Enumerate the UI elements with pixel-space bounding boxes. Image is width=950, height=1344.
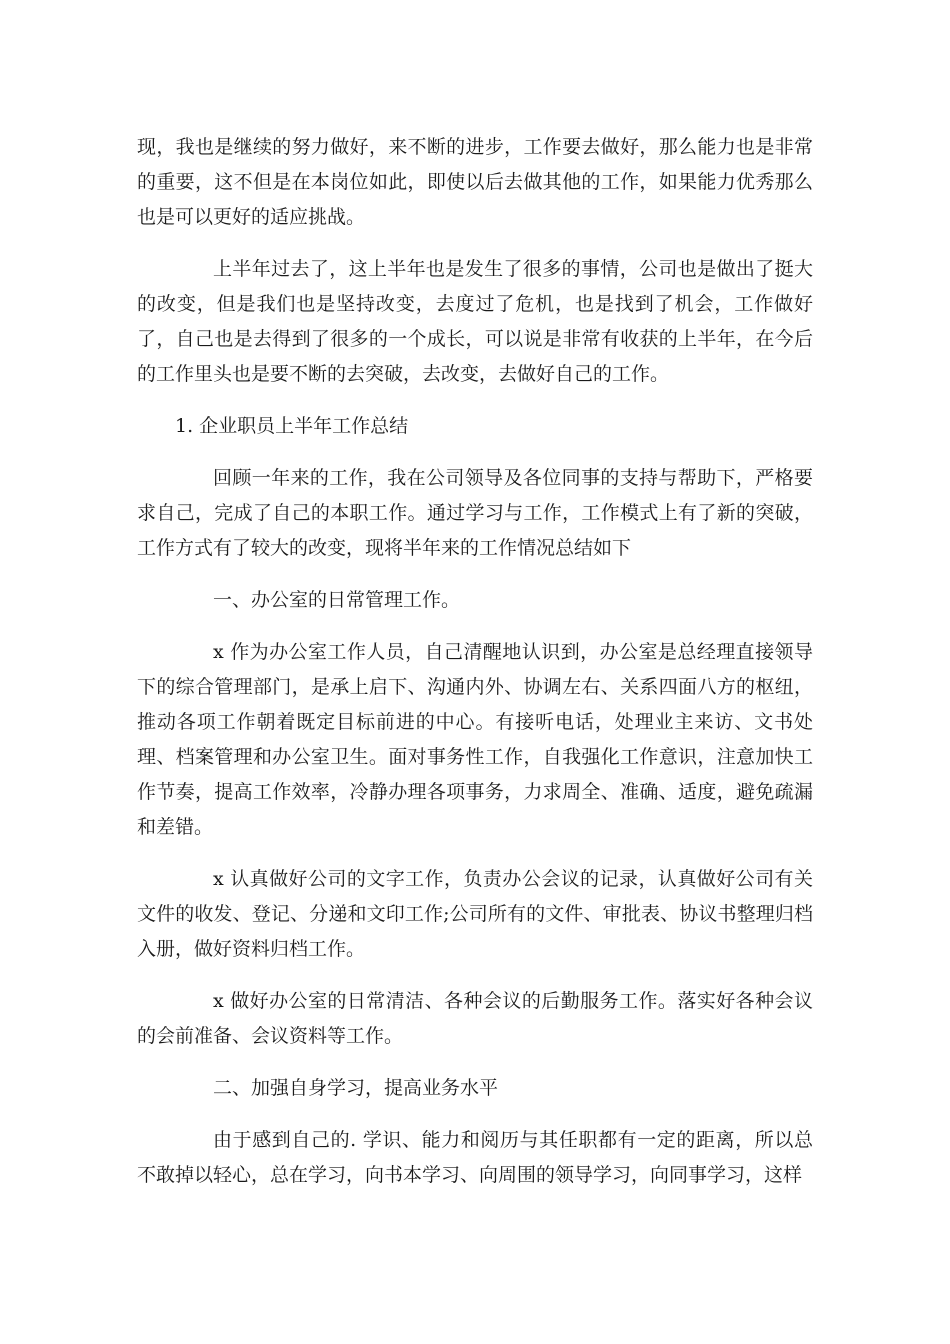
paragraph-body: x 认真做好公司的文字工作，负责办公会议的记录，认真做好公司有关文件的收发、登记、分递和文印工作;公司所有的文件、审批表、协议书整理归档入册，做好资料归档工作。 [137, 868, 813, 960]
paragraph-continuation: 现，我也是继续的努力做好，来不断的进步，工作要去做好，那么能力也是非常的重要，这不但是在本岗位如此，即使以后去做其他的工作，如果能力优秀那么也是可以更好的适应挑战。 [137, 136, 813, 228]
paragraph-body: 回顾一年来的工作，我在公司领导及各位同事的支持与帮助下，严格要求自己，完成了自己的本职工作。通过学习与工作，工作模式上有了新的突破，工作方式有了较大的改变，现将半年来的工作情况总结如下 [137, 467, 813, 559]
paragraph-body: x 做好办公室的日常清洁、各种会议的后勤服务工作。落实好各种会议的会前准备、会议资料等工作。 [137, 990, 813, 1047]
section-heading-self-study: 二、加强自身学习，提高业务水平 [213, 1077, 499, 1099]
paragraph-body: 上半年过去了，这上半年也是发生了很多的事情，公司也是做出了挺大的改变，但是我们也是坚持改变，去度过了危机，也是找到了机会，工作做好了，自己也是去得到了很多的一个成长，可以说是非常有收获的上半年，在今后的工作里头也是要不断的去突破，去改变，去做好自己的工作。 [137, 258, 813, 385]
document-body [137, 130, 813, 1210]
paragraph-body: 由于感到自己的. 学识、能力和阅历与其任职都有一定的距离，所以总不敢掉以轻心，总在学习，向书本学习、向周围的领导学习，向同事学习，这样 [137, 1129, 813, 1186]
summary-heading: 1. 企业职员上半年工作总结 [175, 415, 409, 437]
section-heading-office-management: 一、办公室的日常管理工作。 [213, 589, 461, 611]
paragraph-body: x 作为办公室工作人员，自己清醒地认识到，办公室是总经理直接领导下的综合管理部门，是承上启下、沟通内外、协调左右、关系四面八方的枢纽，推动各项工作朝着既定目标前进的中心。有接听电话，处理业主来访、文书处理、档案管理和办公室卫生。面对事务性工作，自我强化工作意识，注意加快工作节奏，提高工作效率，冷静办理各项事务，力求周全、准确、适度，避免疏漏和差错。 [137, 641, 813, 838]
